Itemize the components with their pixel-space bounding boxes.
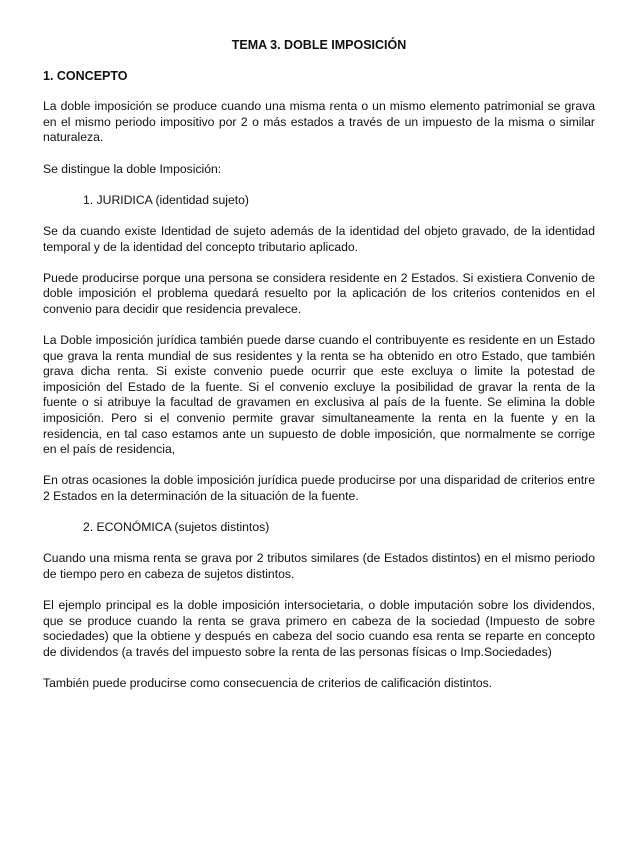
economica-paragraph-1: Cuando una misma renta se grava por 2 tributos similares (de Estados distintos) en el mismo periodo de tiempo pero en cabeza de sujetos distintos. bbox=[43, 551, 595, 581]
subheading-juridica: 1. JURIDICA (identidad sujeto) bbox=[83, 192, 249, 207]
juridica-paragraph-3: La Doble imposición jurídica también puede darse cuando el contribuyente es residente en un Estado que grava la renta mundial de sus residentes y la renta se ha obtenido en otro Estado, que también grava dicha renta. Si existe convenio puede ocurrir que este excluya o limite la potestad de imposición del Estado de la fuente. Si el convenio excluye la posibilidad de gravar la renta de la fuente o si atribuye la facultad de gravamen en exclusiva al país de la fuente. Se elimina la doble imposición. Pero si el convenio permite gravar simultaneamente la renta en la fuente y en la residencia, en tal caso estamos ante un supuesto de doble imposición, que normalmente se corrige en el país de residencia, bbox=[43, 333, 595, 457]
juridica-paragraph-4: En otras ocasiones la doble imposición jurídica puede producirse por una disparidad de criterios entre 2 Estados en la determinación de la situación de la fuente. bbox=[43, 473, 595, 504]
document-page bbox=[43, 38, 595, 707]
economica-paragraph-3: También puede producirse como consecuencia de criterios de calificación distintos. bbox=[43, 676, 493, 691]
subheading-economica: 2. ECONÓMICA (sujetos distintos) bbox=[83, 520, 270, 535]
economica-paragraph-2: El ejemplo principal es la doble imposición intersocietaria, o doble imputación sobre los dividendos, que se produce cuando la renta se grava primero en cabeza de la sociedad (Impuesto de sobre sociedades) que la obtiene y después en cabeza del socio cuando esa renta se reparte en concepto de dividendos (a través del impuesto sobre la renta de las personas físicas o Imp.Sociedades) bbox=[43, 598, 595, 659]
distinguish-paragraph: Se distingue la doble Imposición: bbox=[43, 161, 222, 176]
intro-paragraph: La doble imposición se produce cuando una misma renta o un mismo elemento patrimonial se grava en el mismo periodo impositivo por 2 o más estados a través de un impuesto de la misma o similar naturaleza. bbox=[43, 99, 595, 145]
juridica-paragraph-1: Se da cuando existe Identidad de sujeto además de la identidad del objeto gravado, de la identidad temporal y de la identidad del concepto tributario aplicado. bbox=[43, 223, 595, 254]
document-title: TEMA 3. DOBLE IMPOSICIÓN bbox=[231, 38, 407, 52]
juridica-paragraph-2: Puede producirse porque una persona se considera residente en 2 Estados. Si existiera Convenio de doble imposición el problema quedará resuelto por la aplicación de los criterios contenidos en el convenio para decidir que residencia prevalece. bbox=[43, 270, 595, 316]
section-heading-concepto: 1. CONCEPTO bbox=[43, 68, 128, 83]
